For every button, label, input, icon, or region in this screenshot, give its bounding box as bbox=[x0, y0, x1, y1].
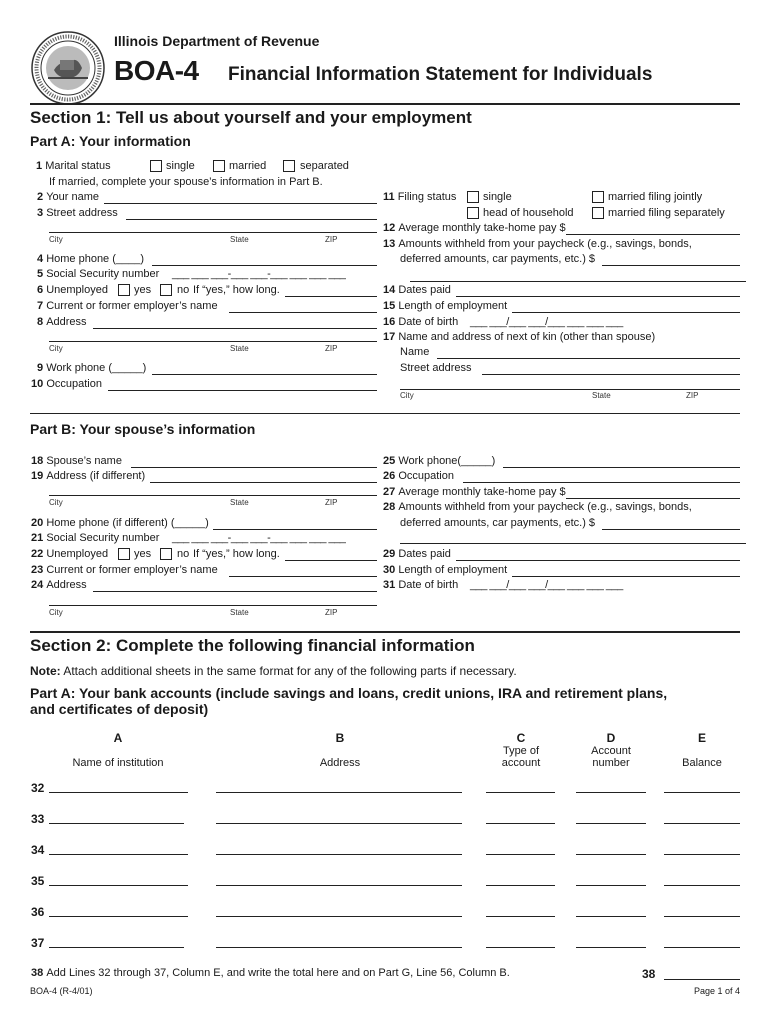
spouse-withheld-field[interactable] bbox=[602, 529, 740, 530]
column-c-header: C Type of account bbox=[501, 731, 541, 769]
line-8-label: 8 Address bbox=[37, 316, 87, 328]
unemployed-yes-label: yes bbox=[134, 284, 152, 296]
work-phone-field[interactable] bbox=[152, 374, 377, 375]
marital-single-label: single bbox=[166, 160, 195, 172]
line-29-label: 29 Dates paid bbox=[383, 548, 451, 560]
line-1-label: 1 Marital status bbox=[36, 160, 111, 172]
spouse-length-employment-field[interactable] bbox=[512, 576, 740, 577]
ssn-field[interactable]: ___ ___ ___-___ ___-___ ___ ___ ___ bbox=[172, 268, 346, 280]
kin-street-label: Street address bbox=[400, 362, 472, 374]
spouse-withheld-detail-field[interactable] bbox=[400, 543, 746, 544]
kin-name-label: Name bbox=[400, 346, 430, 358]
line-16-label: 16 Date of birth bbox=[383, 316, 459, 328]
zip-caption: ZIP bbox=[325, 498, 338, 507]
line-4-label: 4 Home phone (____) bbox=[37, 253, 145, 265]
line-3-label: 3 Street address bbox=[37, 207, 118, 219]
your-name-field[interactable] bbox=[104, 203, 377, 204]
row-33-balance-field[interactable] bbox=[664, 823, 740, 824]
line-6-label: 6 Unemployed bbox=[37, 284, 108, 296]
zip-caption: ZIP bbox=[325, 344, 338, 353]
line-14-label: 14 Dates paid bbox=[383, 284, 451, 296]
spouse-dob-field[interactable]: ___ ___/___ ___/___ ___ ___ ___ bbox=[470, 579, 623, 591]
filing-joint-label: married filing jointly bbox=[608, 191, 703, 203]
agency-name: Illinois Department of Revenue bbox=[114, 33, 320, 49]
row-32-institution-field[interactable] bbox=[49, 792, 188, 793]
line-13-label: 13 Amounts withheld from your paycheck (e.g., savings, bonds, bbox=[383, 238, 692, 250]
city-caption: City bbox=[49, 344, 63, 353]
spouse-unemployed-no-checkbox[interactable] bbox=[160, 548, 172, 560]
line-19-label: 19 Address (if different) bbox=[31, 470, 146, 482]
line-25-label: 25 Work phone(_____) bbox=[383, 455, 496, 467]
column-a-header: A Name of institution bbox=[72, 731, 164, 769]
line-20-label: 20 Home phone (if different) (_____) bbox=[31, 517, 209, 529]
city-caption: City bbox=[49, 498, 63, 507]
if-yes-how-long: If “yes,” how long. bbox=[193, 284, 280, 296]
line-17-label: 17 Name and address of next of kin (other than spouse) bbox=[383, 331, 656, 343]
row-34-balance-field[interactable] bbox=[664, 854, 740, 855]
line-24-label: 24 Address bbox=[31, 579, 87, 591]
unemployed-no-checkbox[interactable] bbox=[160, 284, 172, 296]
kin-city-state-zip-field[interactable] bbox=[400, 389, 740, 390]
row-33-institution-field[interactable] bbox=[49, 823, 184, 824]
row-34-number: 34 bbox=[31, 843, 45, 857]
line-23-label: 23 Current or former employer’s name bbox=[31, 564, 218, 576]
filing-hoh-label: head of household bbox=[483, 207, 574, 219]
row-34-address-field[interactable] bbox=[216, 854, 462, 855]
line-38-label: 38 bbox=[642, 967, 656, 981]
spouse-unemployed-yes-checkbox[interactable] bbox=[118, 548, 130, 560]
bank-accounts-title-cont: and certificates of deposit) bbox=[30, 701, 209, 717]
row-33-type-field[interactable] bbox=[486, 823, 555, 824]
row-35-balance-field[interactable] bbox=[664, 885, 740, 886]
marital-married-label: married bbox=[229, 160, 267, 172]
city-caption: City bbox=[49, 235, 63, 244]
row-32-balance-field[interactable] bbox=[664, 792, 740, 793]
spouse-name-field[interactable] bbox=[131, 467, 377, 468]
section1-title: Section 1: Tell us about yourself and your employment bbox=[30, 108, 472, 127]
line-9-label: 9 Work phone (_____) bbox=[37, 362, 147, 374]
unemployed-duration-field[interactable] bbox=[285, 296, 377, 297]
part-b-title: Part B: Your spouse’s information bbox=[30, 421, 256, 437]
row-33-number-field[interactable] bbox=[576, 823, 646, 824]
employer-address-field[interactable] bbox=[93, 328, 377, 329]
line-30-label: 30 Length of employment bbox=[383, 564, 508, 576]
row-35-number-field[interactable] bbox=[576, 885, 646, 886]
form-id: BOA-4 bbox=[114, 55, 199, 86]
section2-rule bbox=[30, 631, 740, 633]
row-36-address-field[interactable] bbox=[216, 916, 462, 917]
dates-paid-field[interactable] bbox=[456, 296, 740, 297]
row-32-number-field[interactable] bbox=[576, 792, 646, 793]
line-38-total-field[interactable] bbox=[664, 979, 740, 980]
marital-separated-checkbox[interactable] bbox=[283, 160, 295, 172]
row-32-type-field[interactable] bbox=[486, 792, 555, 793]
filing-hoh-checkbox[interactable] bbox=[467, 207, 479, 219]
row-32-address-field[interactable] bbox=[216, 792, 462, 793]
row-37-number-field[interactable] bbox=[576, 947, 646, 948]
spouse-ssn-field[interactable]: ___ ___ ___-___ ___-___ ___ ___ ___ bbox=[172, 532, 346, 544]
form-title: Financial Information Statement for Individuals bbox=[228, 64, 653, 85]
row-36-number: 36 bbox=[31, 905, 45, 919]
spouse-address-field[interactable] bbox=[150, 482, 377, 483]
row-36-institution-field[interactable] bbox=[49, 916, 188, 917]
state-caption: State bbox=[230, 498, 249, 507]
state-caption: State bbox=[230, 235, 249, 244]
column-e-header: E Balance bbox=[682, 731, 722, 769]
spouse-employer-address-field[interactable] bbox=[93, 591, 377, 592]
line-2-label: 2 Your name bbox=[37, 191, 99, 203]
row-32-number: 32 bbox=[31, 781, 45, 795]
illinois-state-seal bbox=[30, 30, 106, 106]
row-37-institution-field[interactable] bbox=[49, 947, 184, 948]
state-caption: State bbox=[230, 344, 249, 353]
kin-name-field[interactable] bbox=[437, 358, 740, 359]
line-13-cont: deferred amounts, car payments, etc.) $ bbox=[400, 253, 596, 265]
take-home-pay-field[interactable] bbox=[566, 234, 740, 235]
filing-joint-checkbox[interactable] bbox=[592, 191, 604, 203]
part-a-title: Part A: Your information bbox=[30, 133, 191, 149]
section2-title: Section 2: Complete the following financial information bbox=[30, 636, 475, 655]
row-34-type-field[interactable] bbox=[486, 854, 555, 855]
row-35-institution-field[interactable] bbox=[49, 885, 188, 886]
length-employment-field[interactable] bbox=[512, 312, 740, 313]
line-22-label: 22 Unemployed bbox=[31, 548, 109, 560]
row-33-number: 33 bbox=[31, 812, 45, 826]
spouse-city-state-zip-field[interactable] bbox=[49, 495, 377, 496]
marital-single-checkbox[interactable] bbox=[150, 160, 162, 172]
line-15-label: 15 Length of employment bbox=[383, 300, 508, 312]
row-37-number: 37 bbox=[31, 936, 45, 950]
section2-note: Note: Attach additional sheets in the same format for any of the following parts if necessary. bbox=[30, 664, 517, 678]
line-10-label: 10 Occupation bbox=[31, 378, 102, 390]
marital-separated-label: separated bbox=[300, 160, 349, 172]
header-rule bbox=[30, 103, 740, 105]
line-5-label: 5 Social Security number bbox=[37, 268, 160, 280]
marital-married-checkbox[interactable] bbox=[213, 160, 225, 172]
line-28-cont: deferred amounts, car payments, etc.) $ bbox=[400, 517, 596, 529]
form-revision: BOA-4 (R-4/01) bbox=[30, 986, 93, 996]
filing-separate-checkbox[interactable] bbox=[592, 207, 604, 219]
row-37-type-field[interactable] bbox=[486, 947, 555, 948]
line-31-label: 31 Date of birth bbox=[383, 579, 459, 591]
spouse-take-home-field[interactable] bbox=[566, 498, 740, 499]
withheld-detail-field[interactable] bbox=[410, 281, 746, 282]
zip-caption: ZIP bbox=[686, 391, 699, 400]
city-state-zip-field[interactable] bbox=[49, 232, 377, 233]
spouse-unemployed-yes-label: yes bbox=[134, 548, 152, 560]
row-33-address-field[interactable] bbox=[216, 823, 462, 824]
page-number: Page 1 of 4 bbox=[694, 986, 741, 996]
row-34-institution-field[interactable] bbox=[49, 854, 188, 855]
row-36-balance-field[interactable] bbox=[664, 916, 740, 917]
street-address-field[interactable] bbox=[126, 219, 377, 220]
line-28-label: 28 Amounts withheld from your paycheck (e.g., savings, bonds, bbox=[383, 501, 692, 513]
unemployed-no-label: no bbox=[177, 284, 190, 296]
married-instruction: If married, complete your spouse’s information in Part B. bbox=[49, 176, 323, 188]
employer-name-field[interactable] bbox=[229, 312, 377, 313]
line-21-label: 21 Social Security number bbox=[31, 532, 160, 544]
state-caption: State bbox=[592, 391, 611, 400]
spouse-unemployed-duration-field[interactable] bbox=[285, 560, 377, 561]
row-37-address-field[interactable] bbox=[216, 947, 462, 948]
spouse-occupation-field[interactable] bbox=[463, 482, 740, 483]
city-caption: City bbox=[49, 608, 63, 617]
line-27-label: 27 Average monthly take-home pay $ bbox=[383, 486, 566, 498]
state-caption: State bbox=[230, 608, 249, 617]
spouse-if-yes-how-long: If “yes,” how long. bbox=[193, 548, 280, 560]
city-caption: City bbox=[400, 391, 414, 400]
filing-single-checkbox[interactable] bbox=[467, 191, 479, 203]
occupation-field[interactable] bbox=[108, 390, 377, 391]
zip-caption: ZIP bbox=[325, 235, 338, 244]
column-b-header: B Address bbox=[319, 731, 361, 769]
row-34-number-field[interactable] bbox=[576, 854, 646, 855]
zip-caption: ZIP bbox=[325, 608, 338, 617]
row-36-type-field[interactable] bbox=[486, 916, 555, 917]
filing-separate-label: married filing separately bbox=[608, 207, 725, 219]
kin-street-field[interactable] bbox=[482, 374, 740, 375]
spouse-home-phone-field[interactable] bbox=[213, 529, 377, 530]
line-26-label: 26 Occupation bbox=[383, 470, 454, 482]
row-35-address-field[interactable] bbox=[216, 885, 462, 886]
spouse-employer-field[interactable] bbox=[229, 576, 377, 577]
line-7-label: 7 Current or former employer’s name bbox=[37, 300, 218, 312]
spouse-work-phone-field[interactable] bbox=[503, 467, 740, 468]
line-18-label: 18 Spouse’s name bbox=[31, 455, 122, 467]
row-35-number: 35 bbox=[31, 874, 45, 888]
date-of-birth-field[interactable]: ___ ___/___ ___/___ ___ ___ ___ bbox=[470, 316, 623, 328]
line-38-instruction: 38 Add Lines 32 through 37, Column E, and write the total here and on Part G, Line 56, Column B. bbox=[31, 967, 510, 979]
home-phone-field[interactable] bbox=[152, 265, 377, 266]
row-36-number-field[interactable] bbox=[576, 916, 646, 917]
spouse-unemployed-no-label: no bbox=[177, 548, 190, 560]
row-35-type-field[interactable] bbox=[486, 885, 555, 886]
line-11-label: 11 Filing status bbox=[383, 191, 457, 203]
employer-city-state-zip-field[interactable] bbox=[49, 341, 377, 342]
part-a-divider bbox=[30, 413, 740, 414]
unemployed-yes-checkbox[interactable] bbox=[118, 284, 130, 296]
withheld-amount-field[interactable] bbox=[602, 265, 740, 266]
column-d-header: D Account number bbox=[591, 731, 631, 769]
line-12-label: 12 Average monthly take-home pay $ bbox=[383, 222, 566, 234]
spouse-employer-city-field[interactable] bbox=[49, 605, 377, 606]
row-37-balance-field[interactable] bbox=[664, 947, 740, 948]
bank-accounts-title: Part A: Your bank accounts (include savings and loans, credit unions, IRA and retirement plans, bbox=[30, 685, 668, 701]
spouse-dates-paid-field[interactable] bbox=[456, 560, 740, 561]
filing-single-label: single bbox=[483, 191, 512, 203]
